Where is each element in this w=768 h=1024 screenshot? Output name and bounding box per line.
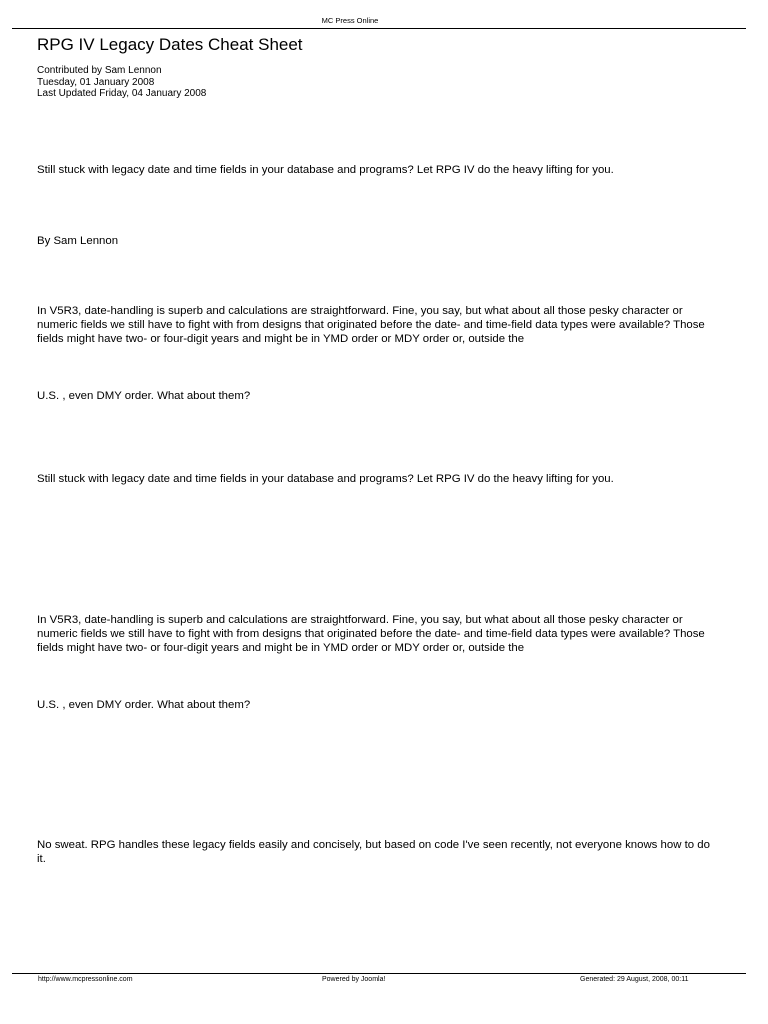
footer-generated-timestamp: Generated: 29 August, 2008, 00:11 [580,976,689,983]
header-divider [12,28,746,29]
article-paragraph: U.S. , even DMY order. What about them? [37,390,251,402]
article-paragraph: In V5R3, date-handling is superb and calculations are straightforward. Fine, you say, but what about all those pesky character or numeric fields we still have to fight with from designs that originated before the date- and time-field data types were available? Those fields might have two- or four-digit years and might be in YMD order or MDY order or, outside the [37,614,705,654]
site-header: MC Press Online [321,16,379,25]
article-paragraph: Still stuck with legacy date and time fields in your database and programs? Let RPG IV do the heavy lifting for you. [37,164,614,176]
article-byline: By Sam Lennon [37,235,119,247]
article-paragraph: U.S. , even DMY order. What about them? [37,699,251,711]
article-paragraph: In V5R3, date-handling is superb and calculations are straightforward. Fine, you say, but what about all those pesky character or numeric fields we still have to fight with from designs that originated before the date- and time-field data types were available? Those fields might have two- or four-digit years and might be in YMD order or MDY order or, outside the [37,305,705,345]
article-paragraph: No sweat. RPG handles these legacy fields easily and concisely, but based on code I've seen recently, not everyone knows how to do it. [37,839,710,865]
published-date: Tuesday, 01 January 2008 [37,77,155,88]
last-updated-date: Last Updated Friday, 04 January 2008 [37,88,207,99]
footer-url-link[interactable]: http://www.mcpressonline.com [38,976,133,983]
contributed-by: Contributed by Sam Lennon [37,65,162,76]
footer-divider [12,973,746,974]
article-paragraph: Still stuck with legacy date and time fields in your database and programs? Let RPG IV do the heavy lifting for you. [37,473,614,485]
footer-powered-by: Powered by Joomla! [322,976,386,983]
page-title: RPG IV Legacy Dates Cheat Sheet [37,35,303,54]
